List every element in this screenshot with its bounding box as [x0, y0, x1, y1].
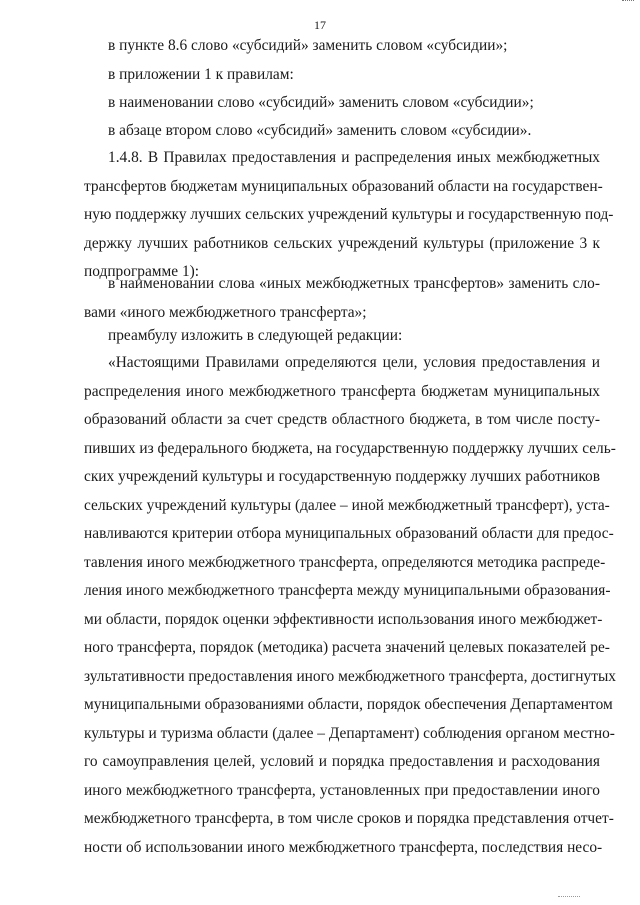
text-line: в наименовании слово «субсидий» заменить словом «субсидии»; — [108, 94, 534, 111]
text-line: сельских учреждений культуры (далее – иной межбюджетный трансферт), уста- — [84, 496, 610, 514]
text-line: в приложении 1 к правилам: — [108, 66, 294, 83]
scan-edge-mark — [622, 0, 634, 3]
text-line: межбюджетного трансферта, в том числе сроков и порядка представления отчет- — [84, 810, 614, 827]
text-line: ских учреждений культуры и государственную поддержку лучших работников — [84, 468, 600, 485]
text-line: в пункте 8.6 слово «субсидий» заменить словом «субсидии»; — [108, 37, 508, 54]
text-line: тавления иного межбюджетного трансферта, определяются методика распреде- — [84, 553, 606, 571]
page-number: 17 — [314, 18, 326, 32]
text-line: навливаются критерии отбора муниципальных образований области для предос- — [84, 525, 614, 542]
text-line: образований области за счет средств областного бюджета, в том числе посту- — [84, 411, 600, 428]
scan-edge-mark — [558, 896, 580, 899]
text-line: в абзаце втором слово «субсидий» заменить словом «субсидии». — [108, 122, 532, 139]
paragraph-2 — [84, 61, 600, 90]
paragraph-8 — [84, 349, 616, 862]
text-line: распределения иного межбюджетного трансферта бюджетам муниципальных — [84, 382, 600, 400]
text-line: муниципальными образованиями области, порядок обеспечения Департаментом — [84, 696, 613, 713]
text-line: зультативности предоставления иного межбюджетного трансферта, достигнутых — [84, 667, 616, 685]
text-line: иного межбюджетного трансферта, установленных при предоставлении иного — [84, 781, 600, 799]
text-line: го самоуправления целей, условий и порядка предоставления и расходования — [84, 753, 600, 770]
paragraph-6 — [84, 270, 600, 327]
text-line: ного трансферта, порядок (методика) расчета значений целевых показателей ре- — [84, 639, 610, 656]
text-line: преамбулу изложить в следующей редакции: — [108, 327, 403, 344]
text-line: ми области, порядок оценки эффективности использования иного межбюджет- — [84, 610, 603, 628]
text-line: вами «иного межбюджетного трансферта»; — [84, 303, 367, 321]
text-line: 1.4.8. В Правилах предоставления и распределения иных межбюджетных — [108, 149, 600, 166]
text-line: культуры и туризма области (далее – Департамент) соблюдения органом местно- — [84, 724, 615, 742]
paragraph-5 — [84, 144, 614, 287]
paragraph-3 — [84, 89, 600, 118]
text-line: ности об использовании иного межбюджетного трансферта, последствия несо- — [84, 838, 603, 856]
text-line: пивших из федерального бюджета, на государственную поддержку лучших сель- — [84, 439, 616, 457]
text-line: держку лучших работников сельских учреждений культуры (приложение 3 к — [84, 234, 600, 252]
text-line: в наименовании слова «иных межбюджетных трансфертов» заменить сло- — [108, 275, 600, 292]
paragraph-7 — [84, 322, 600, 351]
text-line: подпрограмме 1): — [84, 263, 200, 280]
text-line: «Настоящими Правилами определяются цели, условия предоставления и — [108, 354, 600, 371]
paragraph-1 — [84, 32, 600, 61]
text-line: трансфертов бюджетам муниципальных образований области на государствен- — [84, 177, 603, 195]
text-line: ления иного межбюджетного трансферта между муниципальными образования- — [84, 582, 611, 599]
paragraph-4 — [84, 117, 600, 146]
text-line: ную поддержку лучших сельских учреждений культуры и государственную под- — [84, 206, 614, 223]
